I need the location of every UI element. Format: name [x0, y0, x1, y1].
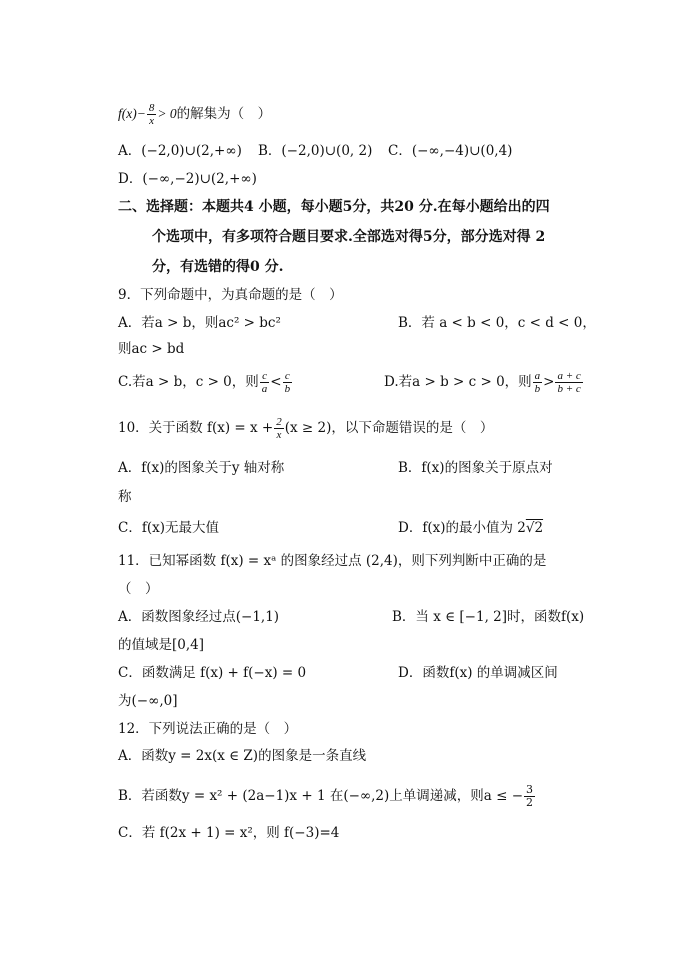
q10-fraction	[274, 416, 284, 441]
q12-b-text: B．若函数y = x² + (2a−1)x + 1 在(−∞,2)上单调递减，则a ≤ −	[118, 788, 524, 804]
q9-d-frac1-num: a	[534, 370, 541, 382]
q12-stem: 12．下列说法正确的是（ ）	[118, 721, 298, 737]
q9-option-a: A．若a > b，则ac² > bc²	[118, 315, 281, 331]
q9-c-lt: <	[270, 374, 282, 390]
q10-d-sqrt: √2	[525, 520, 544, 536]
q10-option-b-cont: 称	[118, 489, 132, 505]
q9-d-frac2-num: a + c	[557, 370, 581, 382]
q12-b-fraction	[524, 784, 535, 809]
q12-option-c: C．若 f(2x + 1) = x²，则 f(−3)=4	[118, 825, 340, 841]
q8-text: 的解集为（ ）	[176, 106, 272, 122]
q8-fraction	[147, 102, 157, 127]
q9-stem: 9．下列命题中，为真命题的是（ ）	[118, 287, 343, 303]
q9-c-frac1	[260, 370, 270, 395]
q9-d-frac1	[533, 370, 543, 395]
q12-option-a: A．函数y = 2x(x ∈ Z)的图象是一条直线	[118, 748, 367, 764]
q11-stem: 11．已知幂函数 f(x) = xᵃ 的图象经过点 (2,4)，则下列判断中正确的是	[118, 553, 547, 569]
q9-d-frac2-den: b + c	[557, 383, 581, 395]
q9-c-text: C.若a > b，c > 0，则	[118, 374, 259, 390]
q8-option-c: C．(−∞,−4)∪(0,4)	[388, 143, 513, 159]
q12-option-b	[118, 784, 536, 809]
q9-c-frac2-num: c	[283, 370, 293, 383]
q9-d-text: D.若a > b > c > 0，则	[384, 374, 532, 390]
q11-option-c: C．函数满足 f(x) + f(−x) = 0	[118, 665, 307, 681]
q10-stem	[118, 416, 493, 441]
section2-line1: 二、选择题：本题共4 小题，每小题5分，共20 分.在每小题给出的四	[118, 199, 550, 215]
q9-option-b-cont: 则ac > bd	[118, 341, 185, 357]
q10-post: (x ≥ 2)，以下命题错误的是（ ）	[284, 420, 494, 436]
q11-option-a: A．函数图象经过点(−1,1)	[118, 609, 280, 625]
q9-c-frac2	[283, 370, 293, 395]
q8-expr-start: f(x)−	[118, 106, 146, 121]
q10-frac-num: 2	[276, 416, 282, 428]
q9-d-frac1-den: b	[534, 383, 541, 395]
q11-option-d: D．函数f(x) 的单调减区间	[398, 665, 558, 681]
q9-d-gt: >	[543, 374, 555, 390]
q8-expr-end: > 0	[157, 106, 177, 121]
q8-option-b: B．(−2,0)∪(0, 2)	[258, 143, 373, 159]
section2-line3: 分，有选错的得0 分.	[152, 259, 284, 275]
q8-frac-num: 8	[148, 102, 155, 114]
q9-option-b: B．若 a < b < 0，c < d < 0，	[398, 315, 596, 331]
q10-option-b: B．f(x)的图象关于原点对	[398, 460, 553, 476]
q10-d-text: D．f(x)的最小值为 2	[398, 520, 526, 536]
section2-line2: 个选项中，有多项符合题目要求.全部选对得5分，部分选对得 2	[152, 229, 546, 245]
q11-option-b: B．当 x ∈ [−1, 2]时，函数f(x)	[392, 609, 585, 625]
q12-b-frac-den: 2	[526, 796, 534, 809]
q9-c-frac1-num: c	[260, 370, 270, 383]
q9-c-frac2-den: b	[284, 383, 291, 395]
q8-stem	[118, 102, 271, 127]
q11-stem-cont: （ ）	[118, 581, 159, 597]
q10-option-d	[398, 517, 543, 539]
q9-option-c	[118, 370, 293, 395]
q10-frac-den: x	[276, 429, 282, 441]
q9-option-d	[384, 370, 584, 395]
q10-option-a: A．f(x)的图象关于y 轴对称	[118, 460, 285, 476]
q11-option-b-cont: 的值域是[0,4]	[118, 637, 205, 653]
q8-frac-den: x	[149, 115, 155, 127]
q12-b-frac-num: 3	[526, 783, 534, 796]
q9-c-frac1-den: a	[261, 383, 268, 395]
q9-d-frac2	[555, 370, 582, 395]
q8-option-d: D．(−∞,−2)∪(2,+∞)	[118, 171, 257, 187]
q10-pre: 10．关于函数 f(x) = x +	[118, 420, 274, 436]
q10-option-c: C．f(x)无最大值	[118, 520, 219, 536]
q8-option-a: A．(−2,0)∪(2,+∞)	[118, 143, 242, 159]
q11-option-d-cont: 为(−∞,0]	[118, 693, 178, 709]
